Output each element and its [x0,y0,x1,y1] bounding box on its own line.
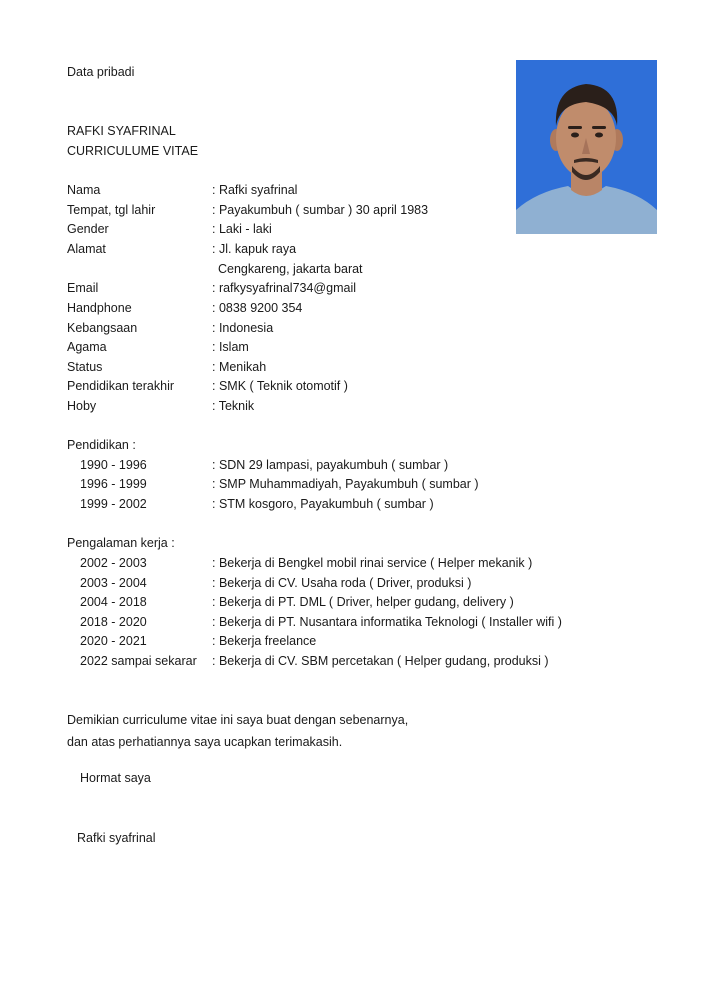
field-label: Hoby [67,399,97,413]
name-heading: RAFKI SYAFRINAL [67,124,176,138]
field-label: Kebangsaan [67,321,138,335]
field-value: : SMK ( Teknik otomotif ) [212,379,348,393]
period-value: : Bekerja di CV. SBM percetakan ( Helper gudang, produksi ) [212,654,549,668]
period-value: : Bekerja di Bengkel mobil rinai service ( Helper mekanik ) [212,556,533,570]
closing-line-1: Demikian curriculume vitae ini saya buat dengan sebenarnya, [67,713,409,727]
period-value: : Bekerja di CV. Usaha roda ( Driver, produksi ) [212,576,472,590]
period-label: 2018 - 2020 [80,615,147,629]
field-label: Tempat, tgl lahir [67,203,156,217]
section-title: Data pribadi [67,65,135,79]
field-value: : Payakumbuh ( sumbar ) 30 april 1983 [212,203,429,217]
field-label: Status [67,360,103,374]
field-value: : Teknik [212,399,255,413]
field-label: Email [67,281,99,295]
document-heading: CURRICULUME VITAE [67,144,199,158]
field-label: Pendidikan terakhir [67,379,175,393]
period-value: : SMP Muhammadiyah, Payakumbuh ( sumbar ) [212,477,479,491]
period-label: 2004 - 2018 [80,595,147,609]
field-value: : Indonesia [212,321,274,335]
period-label: 1990 - 1996 [80,458,147,472]
education-heading: Pendidikan : [67,438,136,452]
period-value: : Bekerja di PT. Nusantara informatika Teknologi ( Installer wifi ) [212,615,562,629]
period-value: : Bekerja freelance [212,634,317,648]
period-label: 2003 - 2004 [80,576,147,590]
experience-heading: Pengalaman kerja : [67,536,175,550]
period-label: 2002 - 2003 [80,556,147,570]
field-value: : Rafki syafrinal [212,183,298,197]
signature-name: Rafki syafrinal [77,831,156,845]
field-label: Alamat [67,242,106,256]
period-label: 1999 - 2002 [80,497,147,511]
period-label: 1996 - 1999 [80,477,147,491]
field-label: Nama [67,183,101,197]
period-value: : Bekerja di PT. DML ( Driver, helper gudang, delivery ) [212,595,514,609]
period-label: 2020 - 2021 [80,634,147,648]
regards-text: Hormat saya [80,771,151,785]
field-value: : Islam [212,340,249,354]
person-photo-icon [516,60,657,234]
profile-photo [516,60,657,234]
field-value: Cengkareng, jakarta barat [218,262,363,276]
field-value: : Laki - laki [212,222,272,236]
period-label: 2022 sampai sekarar [80,654,197,668]
field-label: Handphone [67,301,132,315]
field-value: : 0838 9200 354 [212,301,303,315]
closing-line-2: dan atas perhatiannya saya ucapkan terimakasih. [67,735,343,749]
field-value: : Jl. kapuk raya [212,242,297,256]
field-label: Agama [67,340,107,354]
field-label: Gender [67,222,109,236]
field-value: : Menikah [212,360,267,374]
period-value: : STM kosgoro, Payakumbuh ( sumbar ) [212,497,434,511]
period-value: : SDN 29 lampasi, payakumbuh ( sumbar ) [212,458,449,472]
field-value: : rafkysyafrinal734@gmail [212,281,356,295]
